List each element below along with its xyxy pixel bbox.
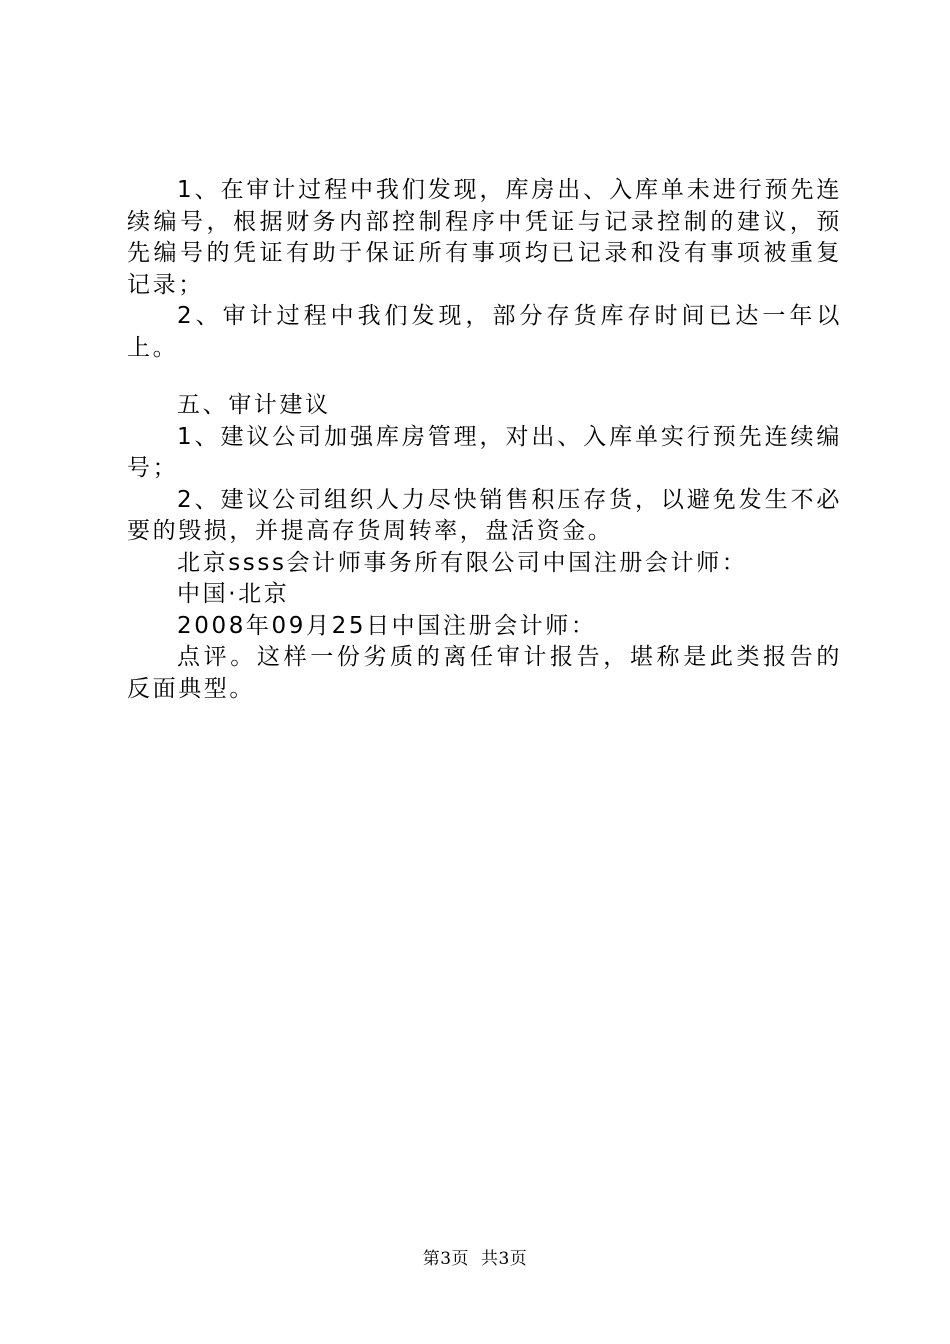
page-total: 共3页 — [480, 1249, 528, 1269]
paragraph-gap — [127, 364, 842, 390]
finding-paragraph-1: 1、在审计过程中我们发现，库房出、入库单未进行预先连续编号，根据财务内部控制程序中凭证与记录控制的建议，预先编号的凭证有助于保证所有事项均已记录和没有事项被重复记录； — [127, 177, 842, 298]
page-number: 第3页 — [422, 1249, 470, 1269]
location-line: 中国·北京 — [177, 581, 290, 607]
document-body — [127, 175, 842, 705]
date-signature-line: 2008年09月25日中国注册会计师： — [177, 612, 597, 639]
recommendation-paragraph-2: 2、建议公司组织人力尽快销售积压存货，以避免发生不必要的毁损，并提高存货周转率，盘活资金。 — [127, 486, 842, 544]
comment-paragraph: 点评。这样一份劣质的离任审计报告，堪称是此类报告的反面典型。 — [127, 644, 842, 702]
page-footer — [0, 1244, 950, 1269]
firm-signature-line: 北京ssss会计师事务所有限公司中国注册会计师： — [177, 549, 748, 576]
recommendation-paragraph-1: 1、建议公司加强库房管理，对出、入库单实行预先连续编号； — [127, 423, 842, 481]
section-heading: 五、审计建议 — [177, 392, 331, 418]
finding-paragraph-2: 2、审计过程中我们发现，部分存货库存时间已达一年以上。 — [127, 303, 842, 361]
